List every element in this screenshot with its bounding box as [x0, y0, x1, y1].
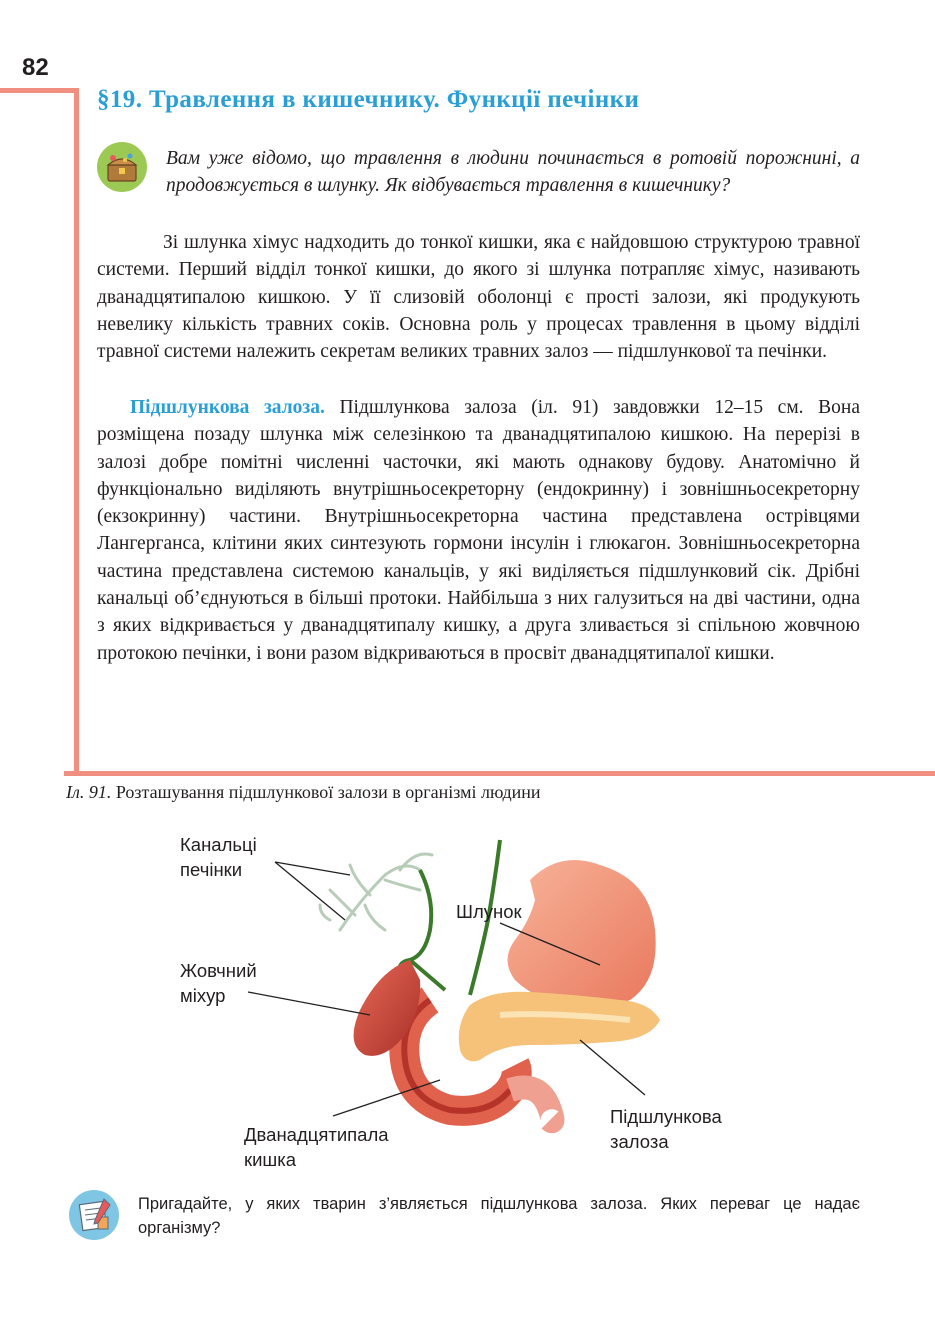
- paragraph-1: Зі шлунка хімус надходить до тонкої кишки, яка є найдовшою структурою травної системи. Перший відділ тонкої кишки, до якого зі шлунка потрапляє хімус, називають дванадцятипалою кишкою. У її слизовій оболонці є прості залози, які продукують невелику кількість травних соків. Основна роль у процесах травлення в цьому відділі травної системи належить секретам великих травних залоз — підшлункової та печінки.: [97, 232, 860, 363]
- review-question: Пригадайте, у яких тварин з’являється підшлункова залоза. Яких переваг це надає організму?: [138, 1195, 860, 1237]
- intro-question: Вам уже відомо, що травлення в людини починається в ротовій порожнині, а продовжується в шлунку. Як відбувається травлення в кишечнику?: [166, 148, 860, 196]
- figure-caption: [66, 779, 866, 805]
- stomach-shape: [508, 860, 656, 1009]
- label-duodenum: [244, 1122, 389, 1172]
- label-pancreas-line2: залоза: [610, 1131, 669, 1152]
- liver-ducts-shape: [320, 854, 432, 930]
- section-title: §19. Травлення в кишечнику. Функції печінки: [97, 86, 640, 113]
- label-pancreas-line1: Підшлункова: [610, 1106, 722, 1127]
- frame-top-line: [0, 88, 79, 93]
- label-gallbladder-line1: Жовчний: [180, 960, 257, 981]
- label-gallbladder-line2: міхур: [180, 985, 226, 1006]
- label-duodenum-line1: Дванадцятипала: [244, 1124, 389, 1145]
- label-liver-ducts: [180, 832, 257, 882]
- label-pancreas: [610, 1104, 722, 1154]
- label-stomach: Шлунок: [456, 901, 522, 922]
- figure-caption-text: Розташування підшлункової залози в організмі людини: [111, 782, 541, 802]
- paragraph-2: [97, 394, 860, 667]
- frame-bottom-line: [64, 771, 935, 776]
- frame-left-line: [74, 88, 79, 776]
- term-pancreas: Підшлункова залоза.: [130, 397, 325, 418]
- notebook-icon: [68, 1189, 120, 1241]
- page-number: 82: [22, 54, 49, 81]
- label-liver-ducts-line1: Канальці: [180, 834, 257, 855]
- label-duodenum-line2: кишка: [244, 1149, 297, 1170]
- figure-caption-number: Іл. 91.: [66, 782, 112, 802]
- pancreas-shape: [459, 992, 660, 1061]
- label-liver-ducts-line2: печінки: [180, 859, 243, 880]
- paragraph-2-text: Підшлункова залоза (іл. 91) завдовжки 12–15 см. Вона розміщена позаду шлунка між селезінкою та дванадцятипалою кишкою. На перерізі в залозі добре помітні численні часточки, які мають однакову будову. Анатомічно й функціонально виділяють внутрішньосекреторну (ендокринну) і зовнішньосекреторну (екзокринну) частини. Внутрішньосекреторна частина представлена острівцями Лангерганса, клітини яких синтезують гормони інсулін і глюкагон. Зовнішньосекреторна частина представлена системою канальців, у які виділяється підшлунковий сік. Дрібні канальці об’єднуються в більші протоки. Найбільша з них галузиться на дві частини, одна з яких відкривається у дванадцятипалу кишку, а друга зливається зі спільною жовчною протокою печінки, і вони разом відкриваються в просвіт дванадцятипалої кишки.: [97, 397, 860, 664]
- treasure-chest-icon: [96, 141, 148, 193]
- label-gallbladder: [180, 958, 257, 1008]
